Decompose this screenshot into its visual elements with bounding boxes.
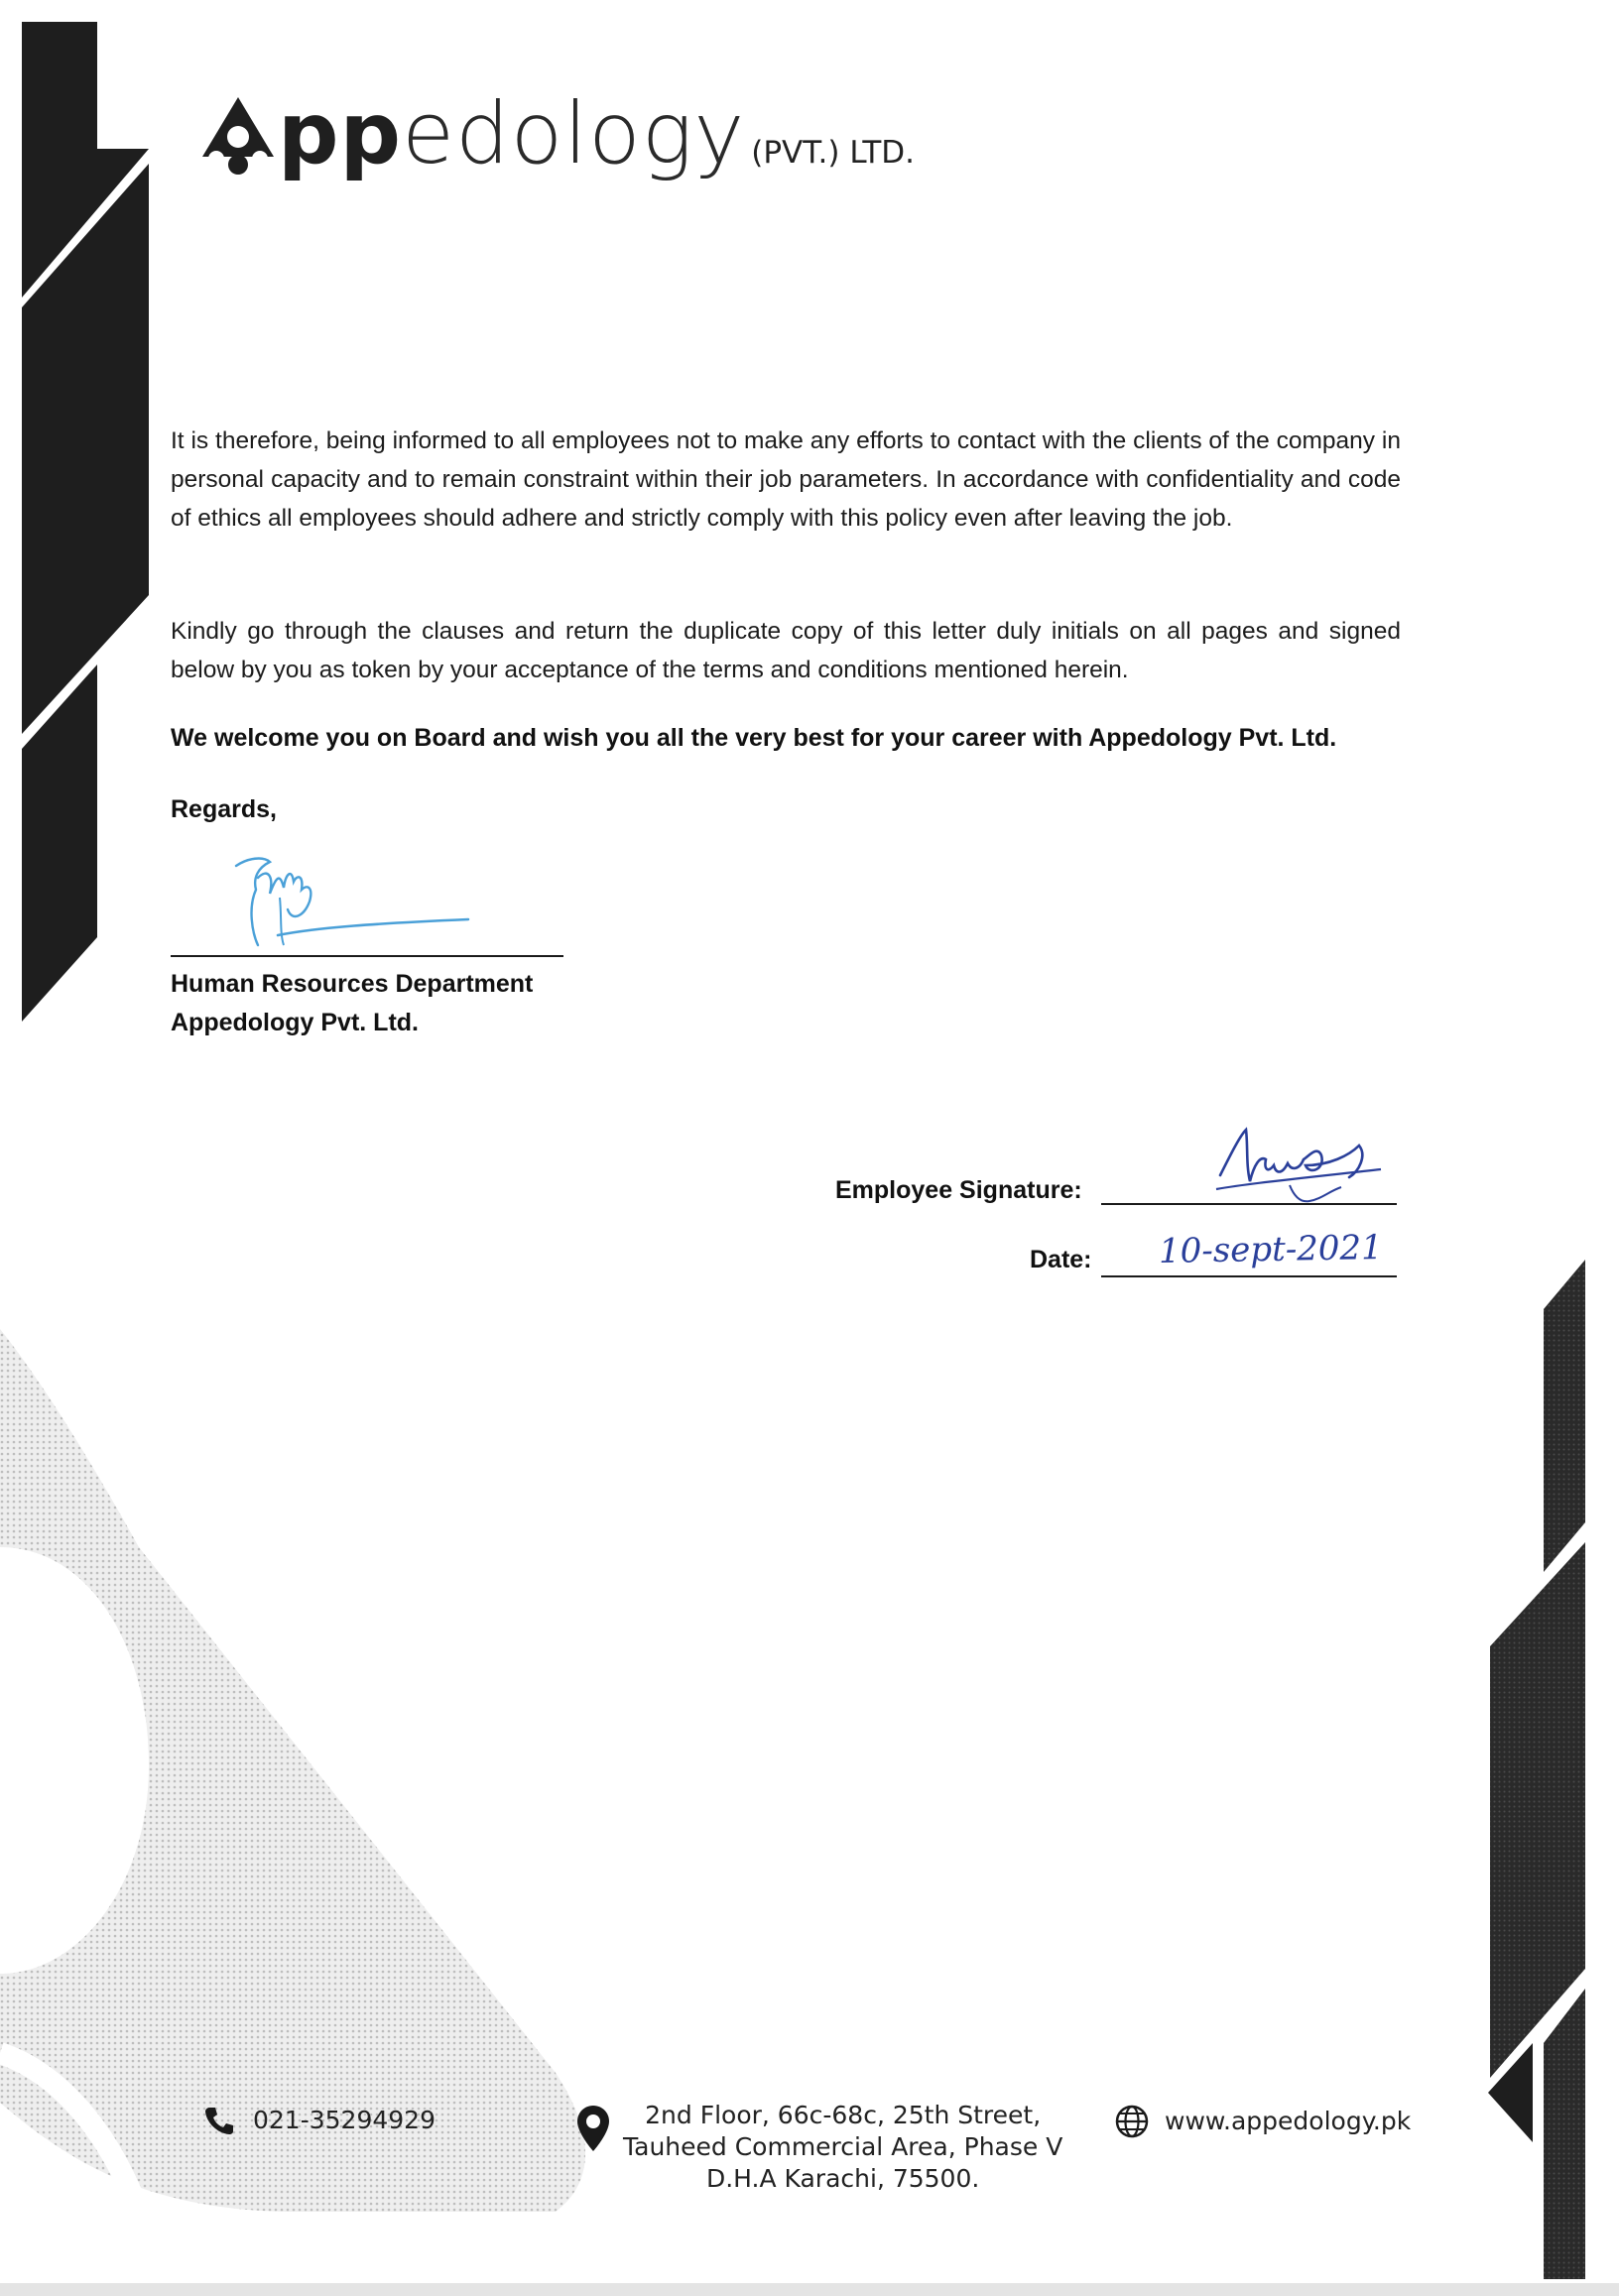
body-paragraph-1: It is therefore, being informed to all employees not to make any efforts to contact with the clients of the company in personal capacity and to remain constraint within their job parameters. In accordance with confidentiality and code of ethics all employees should adhere and strictly comply with this policy even after leaving the job. bbox=[171, 427, 1401, 532]
right-decor-band bbox=[1488, 1260, 1585, 2279]
footer-phone bbox=[203, 2105, 436, 2136]
company-logo bbox=[198, 84, 915, 183]
logo-mark-icon bbox=[198, 93, 278, 177]
logo-word-bold: pp bbox=[278, 84, 403, 183]
body-paragraph-2: Kindly go through the clauses and return the duplicate copy of this letter duly initials on all pages and signed below by you as token by your acceptance of the terms and conditions mentioned herein. bbox=[171, 618, 1401, 683]
hr-signature-line bbox=[171, 955, 563, 957]
date-line bbox=[1101, 1275, 1397, 1277]
logo-word-light: edology bbox=[402, 84, 746, 183]
footer-phone-text: 021-35294929 bbox=[253, 2106, 436, 2134]
footer-address bbox=[575, 2100, 1062, 2195]
hr-signature bbox=[218, 838, 476, 957]
welcome-paragraph: We welcome you on Board and wish you all the very best for your career with Appedology Pvt. Ltd. bbox=[171, 724, 1337, 752]
location-pin-icon bbox=[575, 2104, 611, 2153]
date-value: 10-sept-2021 bbox=[1158, 1228, 1384, 1271]
hr-department: Human Resources Department bbox=[171, 970, 534, 998]
phone-icon bbox=[203, 2105, 235, 2136]
footer-address-line-1: 2nd Floor, 66c-68c, 25th Street, bbox=[645, 2101, 1042, 2129]
hr-company: Appedology Pvt. Ltd. bbox=[171, 1009, 419, 1036]
employee-signature-label: Employee Signature: bbox=[835, 1176, 1082, 1204]
employee-signature-line bbox=[1101, 1203, 1397, 1205]
logo-suffix: (PVT.) LTD. bbox=[751, 135, 915, 171]
page-edge-shadow bbox=[0, 2283, 1619, 2296]
globe-icon bbox=[1115, 2105, 1149, 2138]
regards-text: Regards, bbox=[171, 795, 277, 823]
employee-signature bbox=[1210, 1116, 1389, 1215]
date-label: Date: bbox=[1030, 1246, 1092, 1273]
footer-website bbox=[1115, 2105, 1411, 2138]
left-decor-band bbox=[22, 20, 149, 1022]
footer-address-line-2: Tauheed Commercial Area, Phase V bbox=[623, 2132, 1063, 2161]
footer-address-line-3: D.H.A Karachi, 75500. bbox=[705, 2164, 980, 2193]
footer-website-text[interactable]: www.appedology.pk bbox=[1165, 2107, 1412, 2135]
logo-wordmark bbox=[278, 84, 746, 183]
